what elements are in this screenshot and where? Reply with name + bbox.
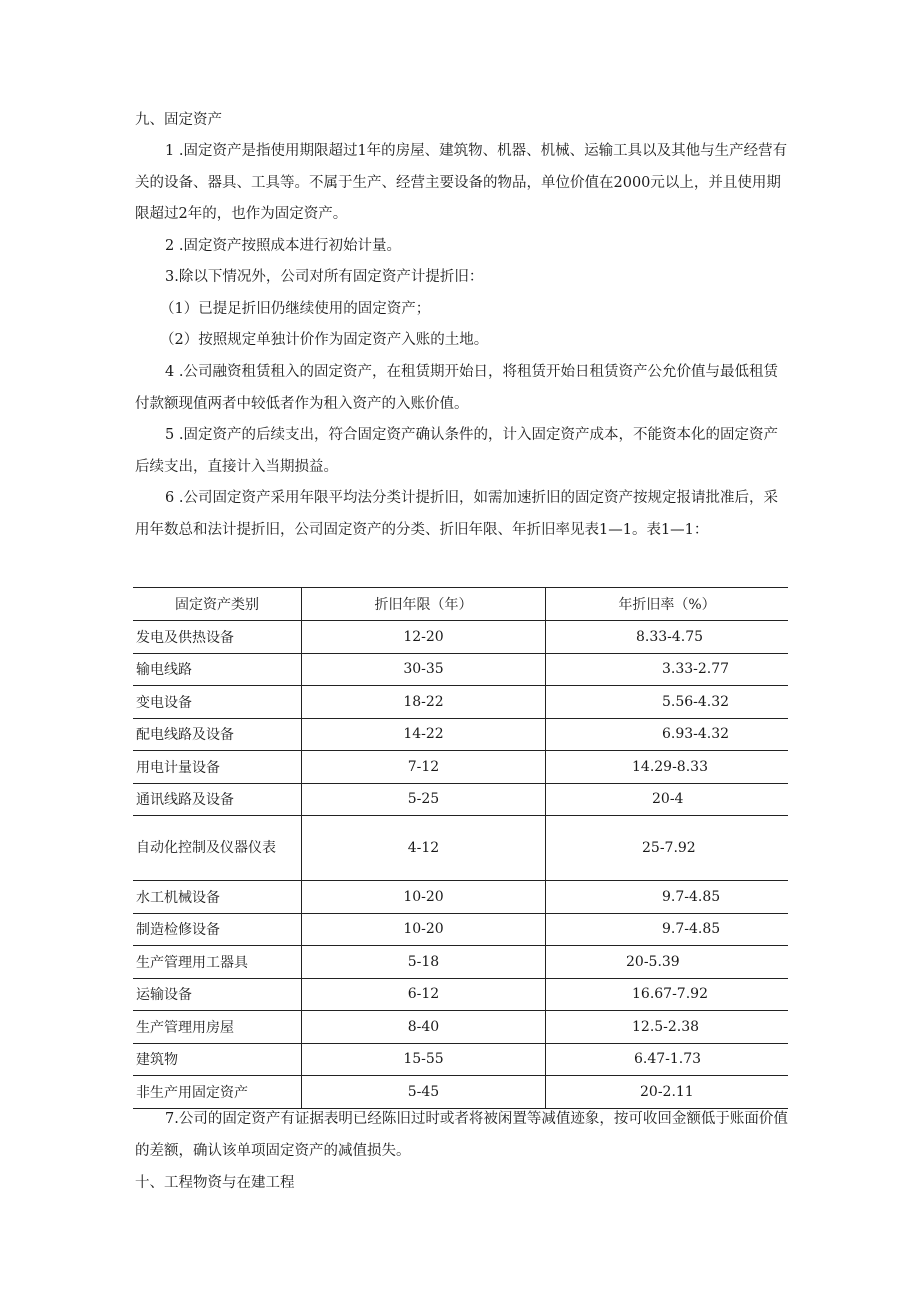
paragraph-5: 5 .固定资产的后续支出，符合固定资产确认条件的，计入固定资产成本，不能资本化的固定资产后续支出，直接计入当期损益。 (135, 427, 778, 475)
cell-category: 生产管理用房屋 (133, 1011, 302, 1044)
section-heading-engineering: 十、工程物资与在建工程 (135, 1175, 295, 1191)
cell-years: 7-12 (302, 751, 546, 784)
cell-years: 4-12 (302, 816, 546, 881)
cell-rate: 14.29-8.33 (546, 751, 789, 784)
cell-category: 水工机械设备 (133, 881, 302, 914)
cell-rate: 16.67-7.92 (546, 978, 789, 1011)
cell-category: 输电线路 (133, 653, 302, 686)
cell-years: 5-18 (302, 946, 546, 979)
cell-years: 8-40 (302, 1011, 546, 1044)
cell-rate: 20-5.39 (546, 946, 789, 979)
cell-rate: 9.7-4.85 (546, 913, 789, 946)
depreciation-table (133, 587, 788, 1109)
cell-rate: 9.7-4.85 (546, 881, 789, 914)
cell-rate: 20-2.11 (546, 1076, 789, 1109)
header-years: 折旧年限（年） (302, 588, 546, 621)
cell-years: 5-45 (302, 1076, 546, 1109)
table-header-row (133, 588, 788, 621)
cell-category: 建筑物 (133, 1043, 302, 1076)
cell-rate: 8.33-4.75 (546, 621, 789, 654)
cell-category: 生产管理用工器具 (133, 946, 302, 979)
cell-years: 5-25 (302, 783, 546, 816)
cell-rate: 20-4 (546, 783, 789, 816)
cell-category: 配电线路及设备 (133, 718, 302, 751)
paragraph-4: 4 .公司融资租赁租入的固定资产，在租赁期开始日，将租赁开始日租赁资产公允价值与最低租赁付款额现值两者中较低者作为租入资产的入账价值。 (135, 364, 778, 412)
table-row (133, 653, 788, 686)
cell-category: 运输设备 (133, 978, 302, 1011)
cell-category: 制造检修设备 (133, 913, 302, 946)
cell-rate: 6.93-4.32 (546, 718, 789, 751)
cell-years: 6-12 (302, 978, 546, 1011)
section-heading-fixed-assets: 九、固定资产 (135, 112, 222, 128)
table-row (133, 816, 788, 881)
cell-years: 12-20 (302, 621, 546, 654)
header-rate: 年折旧率（%） (546, 588, 789, 621)
table-row (133, 1043, 788, 1076)
header-category: 固定资产类别 (133, 588, 302, 621)
paragraph-3-item-2: （2）按照规定单独计价作为固定资产入账的土地。 (160, 332, 489, 348)
paragraph-3-item-1: （1）已提足折旧仍继续使用的固定资产； (160, 301, 431, 317)
cell-category: 发电及供热设备 (133, 621, 302, 654)
table-row (133, 751, 788, 784)
cell-rate: 3.33-2.77 (546, 653, 789, 686)
paragraph-2: 2 .固定资产按照成本进行初始计量。 (165, 238, 401, 254)
cell-years: 10-20 (302, 881, 546, 914)
table-row (133, 686, 788, 719)
cell-rate: 6.47-1.73 (546, 1043, 789, 1076)
paragraph-7: 7.公司的固定资产有证据表明已经陈旧过时或者将被闲置等减值迹象，按可收回金额低于账面价值的差额，确认该单项固定资产的减值损失。 (135, 1111, 788, 1159)
table-row (133, 913, 788, 946)
table-row (133, 1011, 788, 1044)
table-row (133, 978, 788, 1011)
table-row (133, 946, 788, 979)
cell-category: 非生产用固定资产 (133, 1076, 302, 1109)
cell-rate: 5.56-4.32 (546, 686, 789, 719)
table-row (133, 718, 788, 751)
cell-category: 通讯线路及设备 (133, 783, 302, 816)
cell-years: 15-55 (302, 1043, 546, 1076)
table-row (133, 881, 788, 914)
paragraph-1: 1 .固定资产是指使用期限超过1年的房屋、建筑物、机器、机械、运输工具以及其他与生产经营有关的设备、器具、工具等。不属于生产、经营主要设备的物品，单位价值在2000元以上，并且使用期限超过2年的，也作为固定资产。 (135, 143, 788, 222)
cell-years: 30-35 (302, 653, 546, 686)
cell-rate: 25-7.92 (546, 816, 789, 881)
cell-category: 用电计量设备 (133, 751, 302, 784)
cell-years: 14-22 (302, 718, 546, 751)
paragraph-3: 3.除以下情况外，公司对所有固定资产计提折旧： (165, 269, 484, 285)
cell-rate: 12.5-2.38 (546, 1011, 789, 1044)
cell-years: 10-20 (302, 913, 546, 946)
cell-category: 变电设备 (133, 686, 302, 719)
table-row (133, 621, 788, 654)
cell-category: 自动化控制及仪器仪表 (133, 816, 302, 881)
paragraph-6: 6 .公司固定资产采用年限平均法分类计提折旧，如需加速折旧的固定资产按规定报请批准后，采用年数总和法计提折旧，公司固定资产的分类、折旧年限、年折旧率见表1—1。表1—1： (135, 490, 778, 538)
cell-years: 18-22 (302, 686, 546, 719)
table-row (133, 783, 788, 816)
